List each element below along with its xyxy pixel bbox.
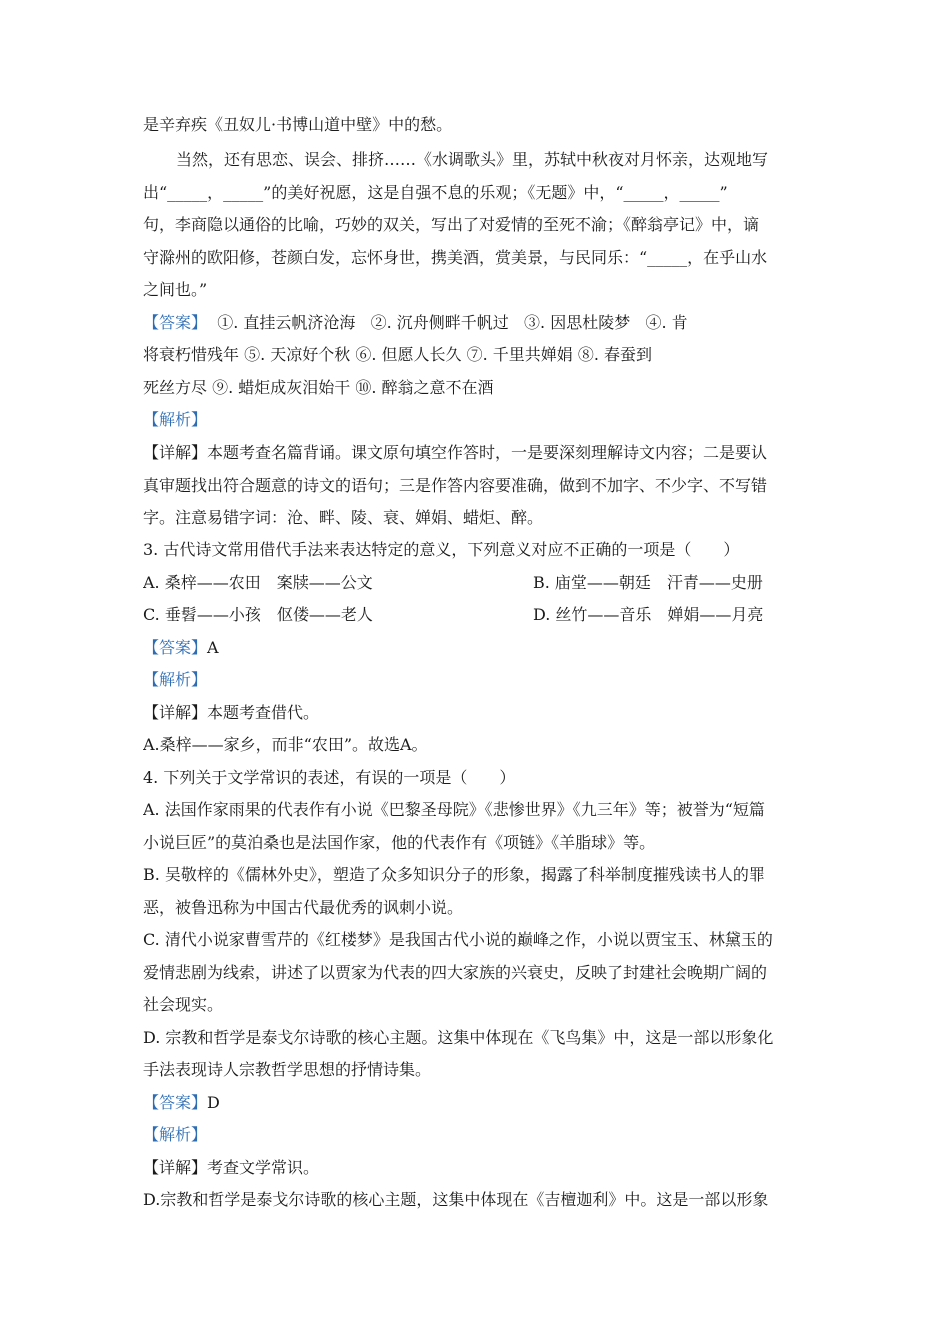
analysis-tag: 【解析】: [143, 410, 208, 429]
text-line: D. 宗教和哲学是泰戈尔诗歌的核心主题。这集中体现在《飞鸟集》中，这是一部以形象化: [143, 1028, 774, 1047]
answer-text: ①. 直挂云帆济沧海 ②. 沉舟侧畔千帆过 ③. 因思杜陵梦 ④. 肯: [207, 313, 688, 332]
option-c: C. 垂髫——小孩 伛偻——老人: [143, 605, 373, 624]
text-line: B. 吴敬梓的《儒林外史》，塑造了众多知识分子的形象，揭露了科举制度摧残读书人的罪: [143, 865, 765, 884]
option-row: [143, 604, 808, 626]
question-4-stem: 4. 下列关于文学常识的表述，有误的一项是（ ）: [143, 768, 516, 787]
text-line: A. 法国作家雨果的代表作有小说《巴黎圣母院》《悲惨世界》《九三年》等；被誉为“短篇: [143, 800, 765, 819]
text-line: 之间也。”: [143, 280, 208, 299]
text-line: C. 清代小说家曹雪芹的《红楼梦》是我国古代小说的巅峰之作，小说以贾宝玉、林黛玉的: [143, 930, 773, 949]
question-3-stem: 3. 古代诗文常用借代手法来表达特定的意义，下列意义对应不正确的一项是（ ）: [143, 540, 740, 559]
text-line: 真审题找出符合题意的诗文的语句；三是作答内容要准确，做到不加字、不少字、不写错: [143, 476, 768, 495]
answer-tag: 【答案】: [143, 1093, 208, 1112]
text-line: 【详解】本题考查借代。: [143, 703, 320, 722]
answer-tag: 【答案】: [143, 638, 208, 657]
analysis-tag: 【解析】: [143, 670, 208, 689]
answer-text: A: [207, 638, 219, 657]
text-line: 将衰朽惜残年 ⑤. 天凉好个秋 ⑥. 但愿人长久 ⑦. 千里共婵娟 ⑧. 春蚕到: [143, 345, 653, 364]
text-line: D.宗教和哲学是泰戈尔诗歌的核心主题，这集中体现在《吉檀迦利》中。这是一部以形象: [143, 1190, 769, 1209]
text-line: 守滁州的欧阳修，苍颜白发，忘怀身世，携美酒，赏美景，与民同乐：“_____，在乎山水: [143, 248, 768, 267]
text-line: 恶，被鲁迅称为中国古代最优秀的讽刺小说。: [143, 898, 464, 917]
text-line: 【详解】考查文学常识。: [143, 1158, 320, 1177]
text-line: 句，李商隐以通俗的比喻，巧妙的双关，写出了对爱情的至死不渝；《醉翁亭记》中，谪: [143, 215, 760, 234]
analysis-line: [143, 669, 808, 691]
answer-line: [143, 1092, 808, 1114]
analysis-line: [143, 1124, 808, 1146]
answer-line: [143, 312, 808, 334]
text-line: A.桑梓——家乡，而非“农田”。故选A。: [143, 735, 428, 754]
option-row: [143, 572, 808, 594]
text-line: 死丝方尽 ⑨. 蜡炬成灰泪始干 ⑩. 醉翁之意不在酒: [143, 378, 494, 397]
analysis-line: [143, 409, 808, 431]
text-line: 小说巨匠”的莫泊桑也是法国作家，他的代表作有《项链》《羊脂球》等。: [143, 833, 656, 852]
text-line: 爱情悲剧为线索，讲述了以贾家为代表的四大家族的兴衰史，反映了封建社会晚期广阔的: [143, 963, 768, 982]
text-line: 【详解】本题考查名篇背诵。课文原句填空作答时，一是要深刻理解诗文内容；二是要认: [143, 443, 768, 462]
option-b: B. 庙堂——朝廷 汗青——史册: [533, 573, 763, 592]
answer-tag: 【答案】: [143, 313, 208, 332]
option-a: A. 桑梓——农田 案牍——公文: [143, 573, 373, 592]
text-line: 出“_____，_____”的美好祝愿，这是自强不息的乐观；《无题》中，“_____，_____”: [143, 183, 728, 202]
option-d: D. 丝竹——音乐 婵娟——月亮: [533, 605, 764, 624]
text-line: 是辛弃疾《丑奴儿·书博山道中壁》中的愁。: [143, 115, 453, 134]
text-line: 当然，还有思恋、误会、排挤……《水调歌头》里，苏轼中秋夜对月怀亲，达观地写: [176, 150, 769, 169]
text-line: 字。注意易错字词：沧、畔、陵、衰、婵娟、蜡炬、醉。: [143, 508, 544, 527]
text-line: 手法表现诗人宗教哲学思想的抒情诗集。: [143, 1060, 432, 1079]
answer-line: [143, 637, 808, 659]
text-line: 社会现实。: [143, 995, 224, 1014]
analysis-tag: 【解析】: [143, 1125, 208, 1144]
answer-text: D: [207, 1093, 220, 1112]
